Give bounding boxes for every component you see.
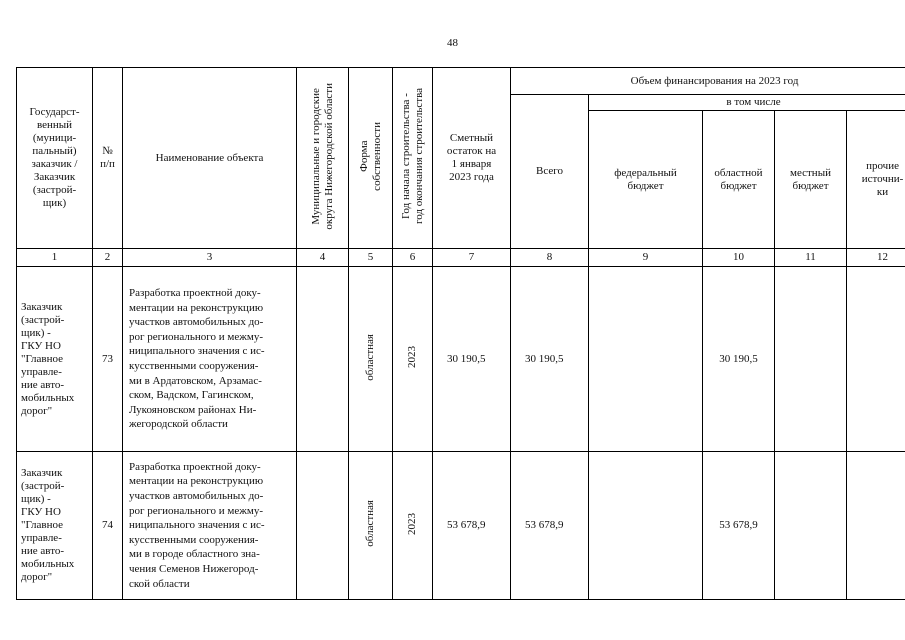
row-ownership: областная [364, 500, 376, 547]
column-number-row [17, 249, 905, 267]
header-years: Год начала строительства - год окончания строительства [399, 88, 425, 224]
financing-table [16, 67, 905, 600]
row-other [847, 267, 905, 452]
header-row-1 [17, 68, 905, 95]
header-num: № п/п [93, 68, 123, 249]
row-years-cell [393, 452, 433, 600]
row-local [775, 452, 847, 600]
table-row [17, 267, 905, 452]
column-number: 12 [847, 249, 905, 267]
column-number: 7 [433, 249, 511, 267]
row-estimate-balance: 30 190,5 [433, 267, 511, 452]
row-years-cell [393, 267, 433, 452]
header-estimate-balance: Сметный остаток на 1 января 2023 года [433, 68, 511, 249]
row-total: 53 678,9 [511, 452, 589, 600]
row-federal [589, 267, 703, 452]
header-years-cell [393, 68, 433, 249]
row-regional: 53 678,9 [703, 452, 775, 600]
row-num: 73 [93, 267, 123, 452]
column-number: 8 [511, 249, 589, 267]
row-years: 2023 [406, 512, 418, 535]
row-other [847, 452, 905, 600]
column-number: 5 [349, 249, 393, 267]
column-number: 4 [297, 249, 349, 267]
row-ownership-cell [349, 267, 393, 452]
column-number: 11 [775, 249, 847, 267]
row-federal [589, 452, 703, 600]
row-total: 30 190,5 [511, 267, 589, 452]
row-num: 74 [93, 452, 123, 600]
column-number: 6 [393, 249, 433, 267]
row-regional: 30 190,5 [703, 267, 775, 452]
row-ownership: областная [364, 333, 376, 381]
column-number: 2 [93, 249, 123, 267]
table-row [17, 452, 905, 600]
header-funding-group: Объем финансирования на 2023 год [511, 68, 905, 95]
row-estimate-balance: 53 678,9 [433, 452, 511, 600]
row-local [775, 267, 847, 452]
column-number: 9 [589, 249, 703, 267]
header-regional: областной бюджет [703, 111, 775, 249]
row-customer: Заказчик (застрой- щик) - ГКУ НО "Главное управле- ние авто- мобильных дорог" [17, 452, 93, 600]
header-local: местный бюджет [775, 111, 847, 249]
row-municipality [297, 267, 349, 452]
row-municipality [297, 452, 349, 600]
header-including: в том числе [589, 95, 905, 111]
row-ownership-cell [349, 452, 393, 600]
header-other: прочие источни- ки [847, 111, 905, 249]
column-number: 1 [17, 249, 93, 267]
header-municipality-cell [297, 68, 349, 249]
header-municipality: Муниципальные и городские округа Нижегородской области [309, 82, 335, 230]
header-ownership-cell [349, 68, 393, 249]
header-federal: федеральный бюджет [589, 111, 703, 249]
header-object-name: Наименование объекта [123, 68, 297, 249]
header-total: Всего [511, 95, 589, 249]
row-object-name: Разработка проектной доку- ментации на реконструкцию участков автомобильных до- рог регионального и межму- ниципального значения с ис- кусственными сооружения- ми в Ардатовском, Арзамас- ском, Вадском, Гагинском, Лукояновском районах Ни- жегородской области [123, 267, 297, 452]
row-customer: Заказчик (застрой- щик) - ГКУ НО "Главное управле- ние авто- мобильных дорог" [17, 267, 93, 452]
header-customer: Государст- венный (муници- пальный) заказчик / Заказчик (застрой- щик) [17, 68, 93, 249]
column-number: 10 [703, 249, 775, 267]
row-years: 2023 [406, 346, 418, 368]
page-number: 48 [447, 37, 458, 49]
row-object-name: Разработка проектной доку- ментации на реконструкцию участков автомобильных до- рог регионального и межму- ниципального значения с ис- кусственными сооружения- ми в городе областного зна- чения Семенов Нижегород- ской области [123, 452, 297, 600]
header-ownership: Форма собственности [357, 121, 383, 191]
column-number: 3 [123, 249, 297, 267]
